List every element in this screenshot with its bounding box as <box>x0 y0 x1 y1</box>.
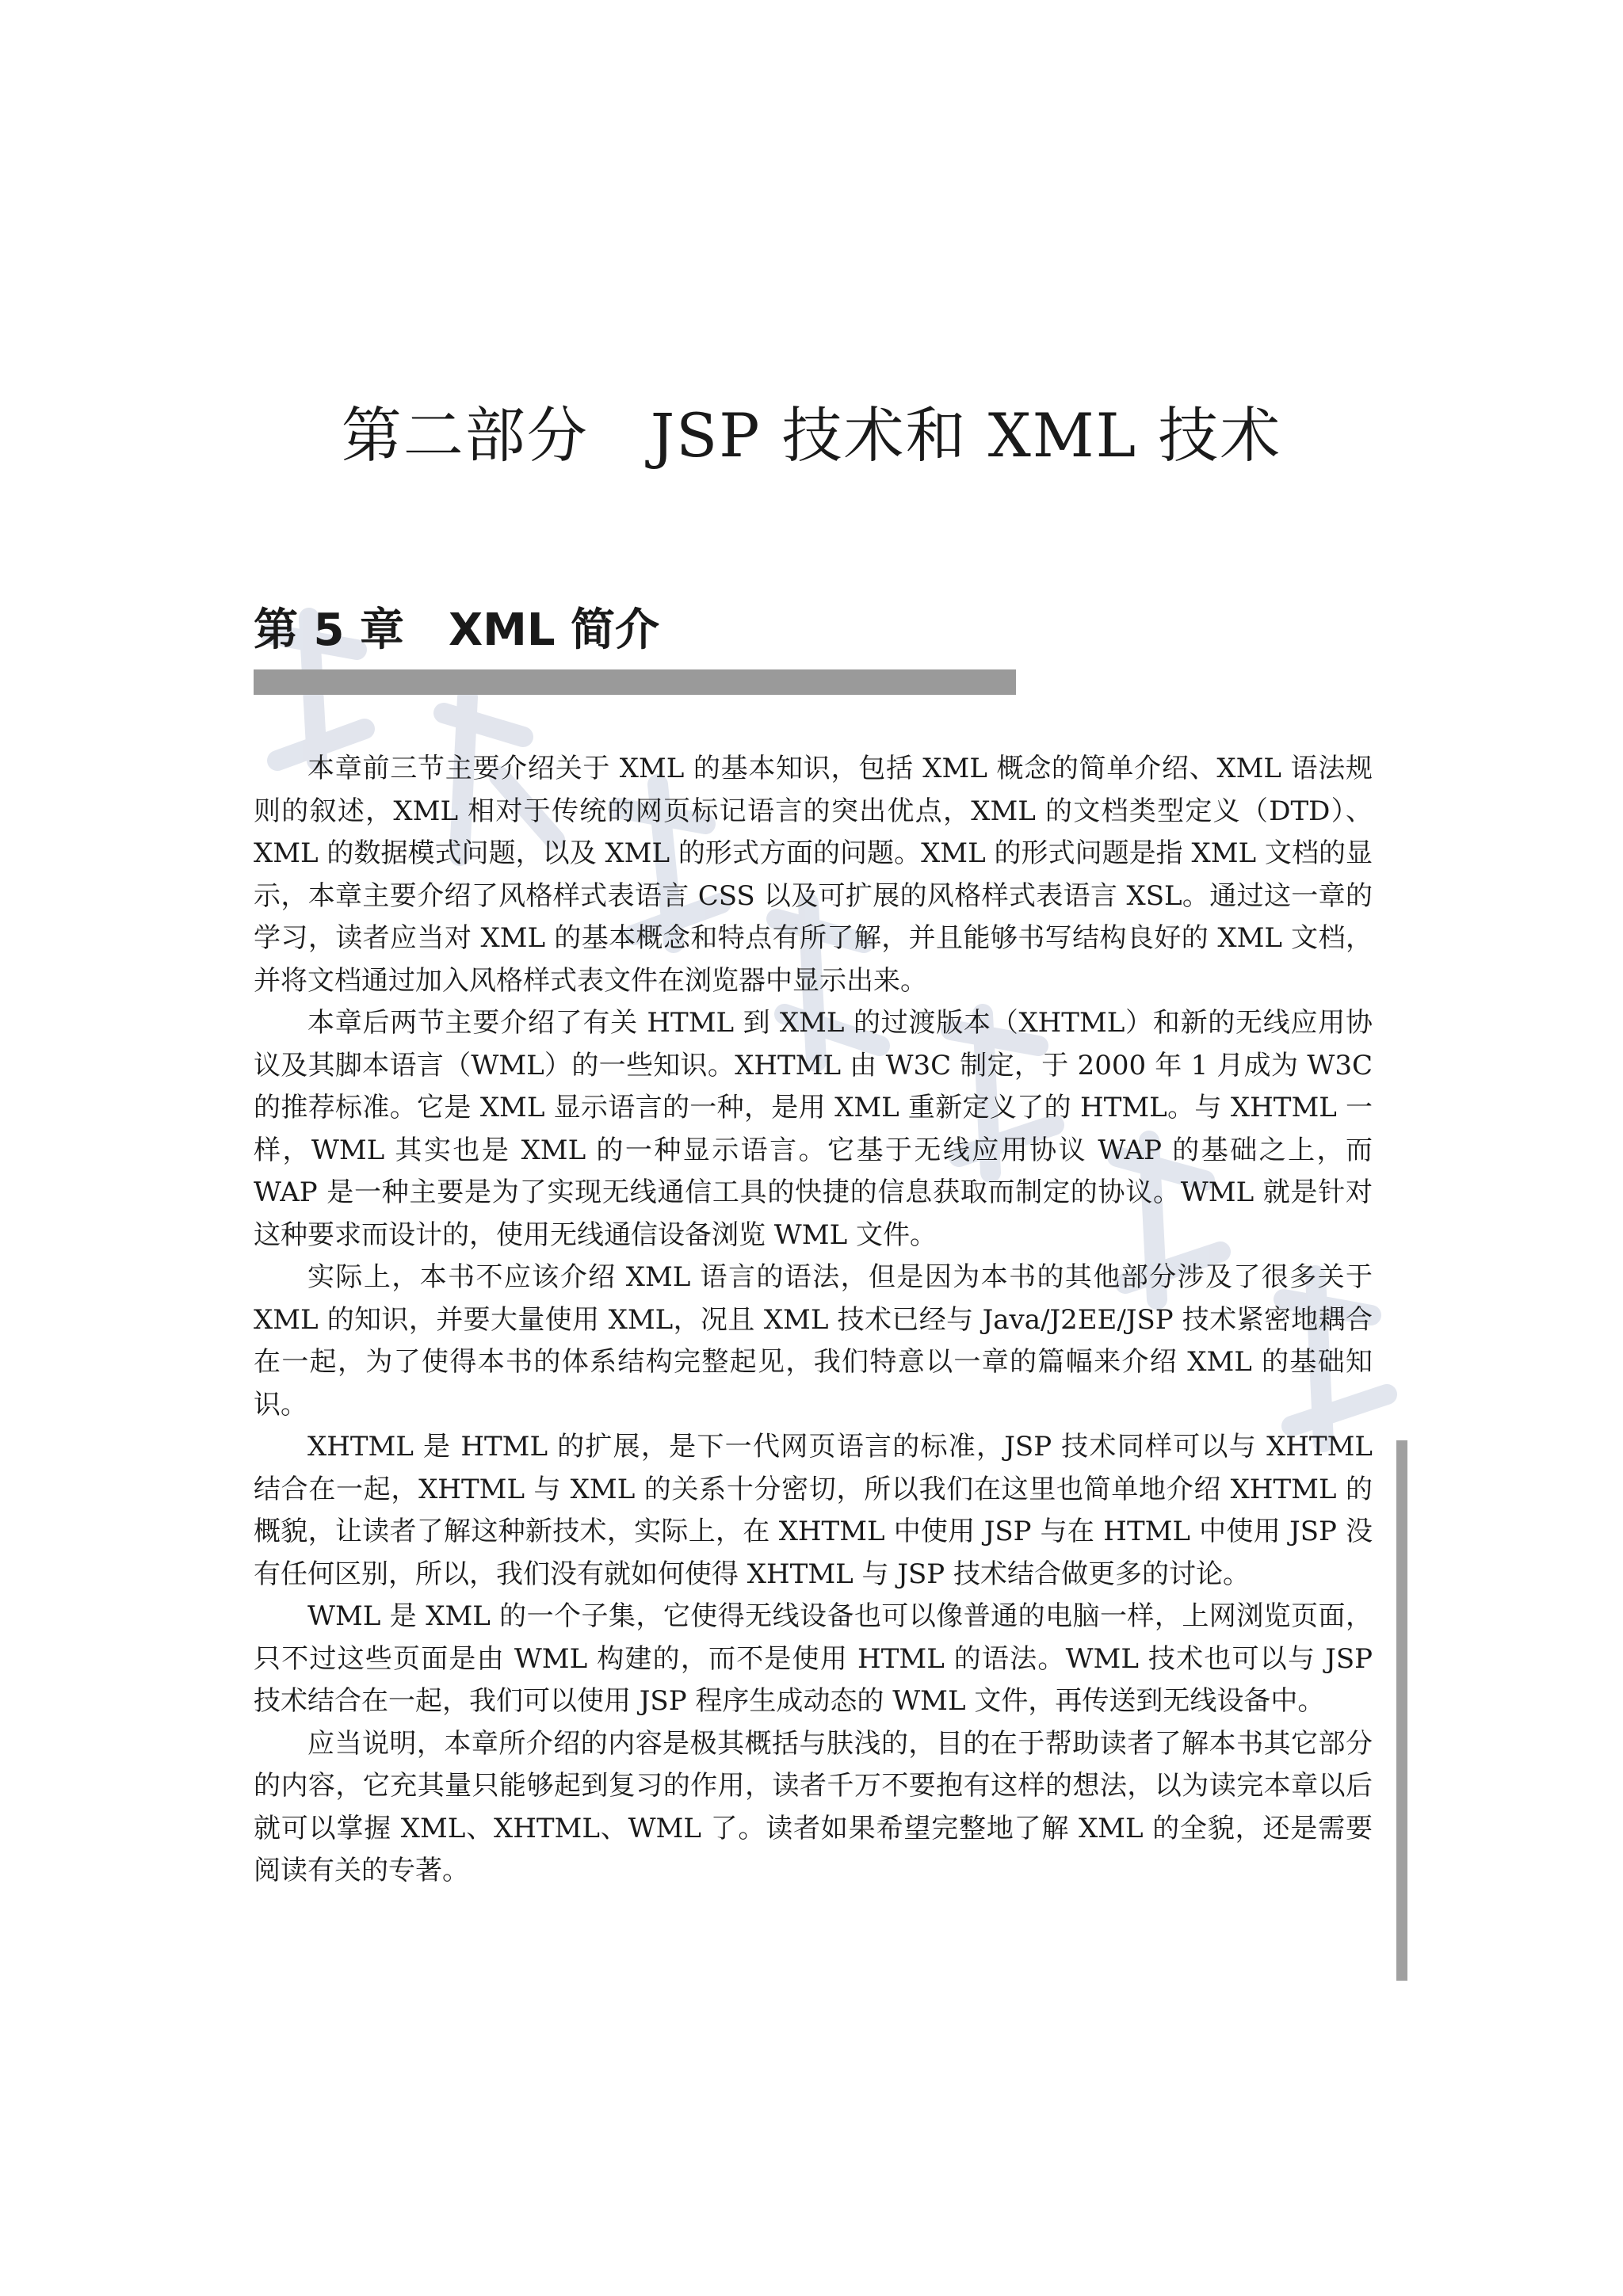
chapter-intro-body <box>254 748 1373 1893</box>
paragraph: 应当说明，本章所介绍的内容是极其概括与肤浅的，目的在于帮助读者了解本书其它部分的内容，它充其量只能够起到复习的作用，读者千万不要抱有这样的想法，以为读完本章以后就可以掌握 XML、XHTML、WML 了。读者如果希望完整地了解 XML 的全貌，还是需要阅读有关的专著。 <box>254 1727 1373 1886</box>
chapter-title-rule <box>254 669 1016 695</box>
margin-bar <box>1396 1440 1407 1981</box>
paragraph: 本章前三节主要介绍关于 XML 的基本知识，包括 XML 概念的简单介绍、XML 语法规则的叙述，XML 相对于传统的网页标记语言的突出优点，XML 的文档类型定义（DTD）、XML 的数据模式问题，以及 XML 的形式方面的问题。XML 的形式问题是指 XML 文档的显示，本章主要介绍了风格样式表语言 CSS 以及可扩展的风格样式表语言 XSL。通过这一章的学习，读者应当对 XML 的基本概念和特点有所了解，并且能够书写结构良好的 XML 文档，并将文档通过加入风格样式表文件在浏览器中显示出来。 <box>254 753 1373 997</box>
paragraph: 实际上，本书不应该介绍 XML 语言的语法，但是因为本书的其他部分涉及了很多关于 XML 的知识，并要大量使用 XML，况且 XML 技术已经与 Java/J2EE/JSP 技术紧密地耦合在一起，为了使得本书的体系结构完整起见，我们特意以一章的篇幅来介绍 XML 的基础知识。 <box>254 1261 1373 1421</box>
chapter-title: 第 5 章 XML 简介 <box>254 605 660 656</box>
part-title: 第二部分 JSP 技术和 XML 技术 <box>341 400 1282 471</box>
paragraph: XHTML 是 HTML 的扩展，是下一代网页语言的标准，JSP 技术同样可以与 XHTML 结合在一起，XHTML 与 XML 的关系十分密切，所以我们在这里也简单地介绍 XHTML 的概貌，让读者了解这种新技术，实际上，在 XHTML 中使用 JSP 与在 HTML 中使用 JSP 没有任何区别，所以，我们没有就如何使得 XHTML 与 JSP 技术结合做更多的讨论。 <box>254 1431 1373 1590</box>
paragraph: 本章后两节主要介绍了有关 HTML 到 XML 的过渡版本（XHTML）和新的无线应用协议及其脚本语言（WML）的一些知识。XHTML 由 W3C 制定，于 2000 年 1 月成为 W3C 的推荐标准。它是 XML 显示语言的一种，是用 XML 重新定义了的 HTML。与 XHTML 一样，WML 其实也是 XML 的一种显示语言。它基于无线应用协议 WAP 的基础之上，而 WAP 是一种主要是为了实现无线通信工具的快捷的信息获取而制定的协议。WML 就是针对这种要求而设计的，使用无线通信设备浏览 WML 文件。 <box>254 1007 1373 1251</box>
paragraph: WML 是 XML 的一个子集，它使得无线设备也可以像普通的电脑一样，上网浏览页面，只不过这些页面是由 WML 构建的，而不是使用 HTML 的语法。WML 技术也可以与 JSP 技术结合在一起，我们可以使用 JSP 程序生成动态的 WML 文件，再传送到无线设备中。 <box>254 1600 1373 1717</box>
